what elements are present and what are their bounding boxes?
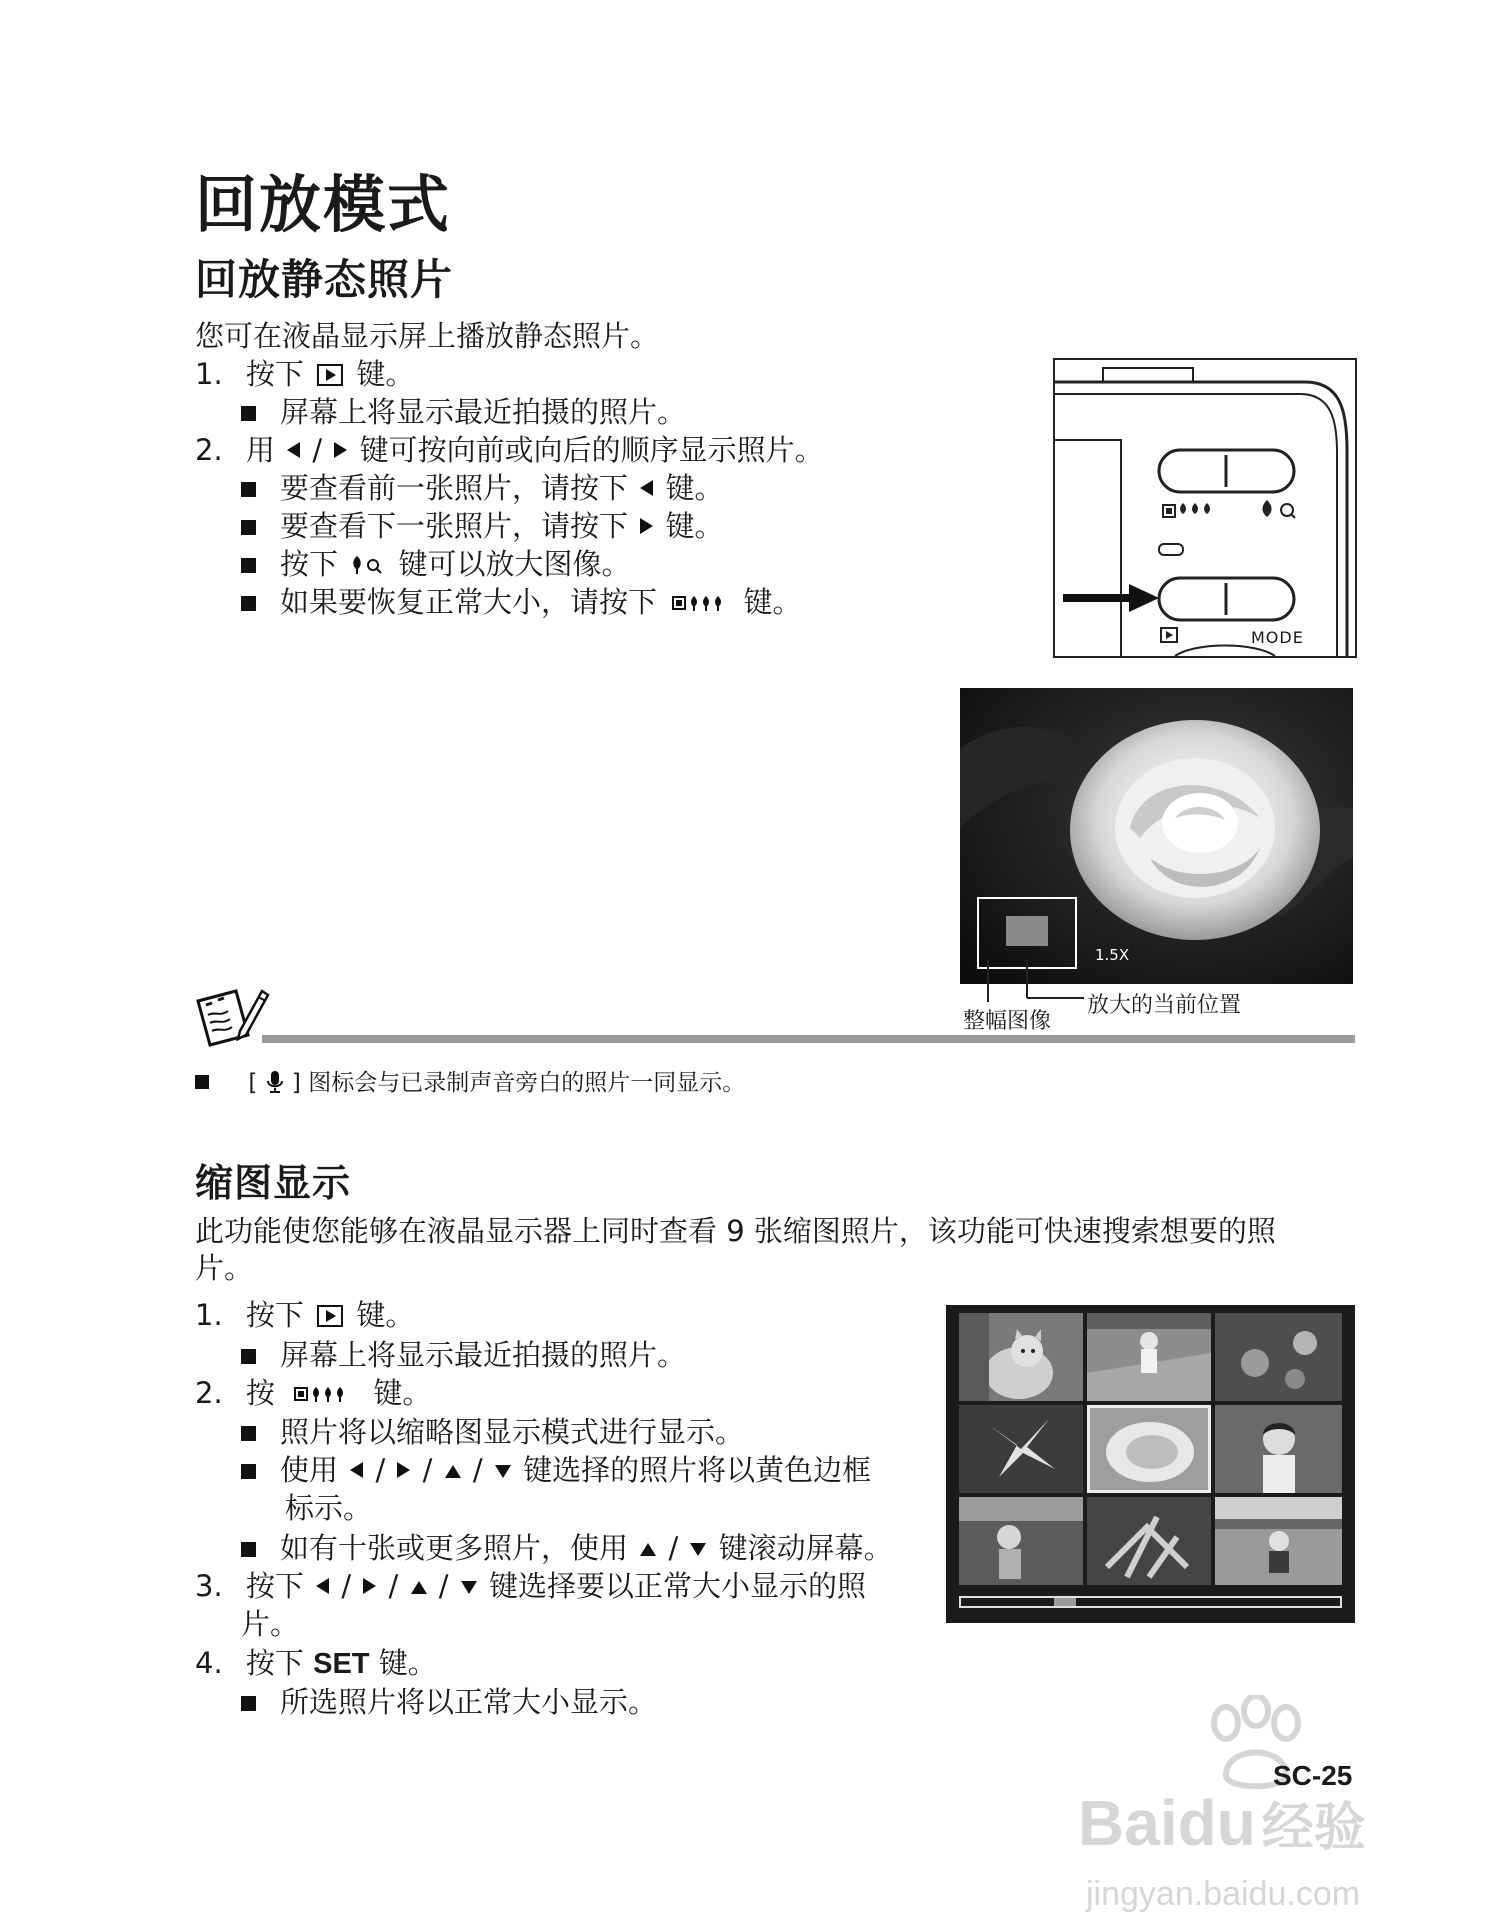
- step-number: 2.: [195, 433, 223, 467]
- left-arrow-icon: [316, 1578, 329, 1594]
- s2-step2-bullet3: 如有十张或更多照片，使用 / 键滚动屏幕。: [241, 1530, 893, 1567]
- bullet-text: 如有十张或更多照片，使用: [280, 1531, 629, 1565]
- note-text: [: [248, 1070, 258, 1096]
- bullet-text: 键。: [743, 585, 802, 619]
- step-text: 按下: [245, 1298, 304, 1332]
- zoom-level-label: 1.5X: [1095, 946, 1130, 964]
- thumbnail-selected-food: [1087, 1405, 1211, 1493]
- step-text: 键选择要以正常大小显示的照: [489, 1569, 867, 1603]
- right-arrow-icon: [334, 442, 347, 458]
- bullet-next: [241, 508, 723, 545]
- bullet-text: 键。: [665, 509, 724, 543]
- thumbnail-scrollbar[interactable]: [959, 1596, 1342, 1608]
- s2-step2-bullet2: 使用 / / / 键选择的照片将以黄色边框: [241, 1452, 871, 1489]
- bullet-square-icon: [241, 1426, 256, 1441]
- right-arrow-icon: [363, 1578, 376, 1594]
- step1-line: [195, 356, 414, 393]
- s2-step3-line: 3. 按下 / / / 键选择要以正常大小显示的照: [195, 1569, 867, 1603]
- s2-step1-bullet: [241, 1337, 686, 1374]
- s2-step2-bullet1: [241, 1414, 744, 1451]
- bullet-text: 所选照片将以正常大小显示。: [280, 1685, 658, 1719]
- bullet-square-icon: [241, 1464, 256, 1479]
- bullet-text: 如果要恢复正常大小，请按下: [280, 585, 658, 619]
- s2-step2-bullet2-cont: 标示。: [285, 1491, 373, 1525]
- bullet-square-icon: [241, 520, 256, 535]
- bullet-text: 使用: [280, 1453, 339, 1487]
- step-text: 按: [245, 1376, 275, 1410]
- step-text: 按下: [245, 357, 304, 391]
- section2-intro-line1: 此功能使您能够在液晶显示器上同时查看 9 张缩图照片，该功能可快速搜索想要的照: [195, 1214, 1276, 1248]
- mode-label: MODE: [1251, 628, 1304, 647]
- bullet-text: 键滚动屏幕。: [718, 1531, 893, 1565]
- section-title-thumbnail: 缩图显示: [195, 1161, 352, 1205]
- step-text: 键。: [356, 1298, 415, 1332]
- up-arrow-icon: [411, 1581, 427, 1594]
- section1-intro: 您可在液晶显示屏上播放静态照片。: [195, 319, 660, 353]
- bullet-text: 按下: [280, 547, 339, 581]
- step-text: 键。: [356, 357, 415, 391]
- step-text: 用: [245, 433, 275, 467]
- microphone-icon: [265, 1070, 285, 1094]
- scrollbar-thumb[interactable]: [1054, 1598, 1076, 1606]
- zoomed-photo: [960, 688, 1353, 984]
- note-text: ] 图标会与已录制声音旁白的照片一同显示。: [291, 1070, 746, 1096]
- bullet-square-icon: [241, 1542, 256, 1557]
- bullet-text: 照片将以缩略图显示模式进行显示。: [280, 1415, 745, 1449]
- bullet-restore: [241, 584, 801, 621]
- bullet-square-icon: [241, 1696, 256, 1711]
- watermark-brand-du: du: [1177, 1787, 1256, 1859]
- step-text: 键可按向前或向后的顺序显示照片。: [359, 433, 824, 467]
- down-arrow-icon: [461, 1581, 477, 1594]
- caption-current-position: 放大的当前位置: [1087, 993, 1242, 1018]
- playback-icon: [317, 1305, 343, 1327]
- flower-image: [960, 688, 1353, 984]
- watermark-url: jingyan.baidu.com: [1086, 1875, 1361, 1913]
- bullet-text: 键。: [665, 471, 724, 505]
- watermark-brand: [1078, 1785, 1366, 1860]
- thumbnail-girl-park: [959, 1497, 1083, 1585]
- bullet-text: 屏幕上将显示最近拍摄的照片。: [280, 395, 687, 429]
- step-text: 按下: [245, 1569, 304, 1603]
- bullet-square-icon: [241, 406, 256, 421]
- bullet-square-icon: [241, 596, 256, 611]
- camera-button-diagram: [1053, 358, 1357, 658]
- right-arrow-icon: [640, 518, 653, 534]
- thumbnail-child-portrait: [1215, 1405, 1342, 1493]
- note-divider: [262, 1035, 1355, 1043]
- s2-step3-cont: 片。: [241, 1607, 300, 1641]
- page-number: SC-25: [1273, 1760, 1353, 1791]
- left-arrow-icon: [640, 480, 653, 496]
- s2-step4-line: [195, 1645, 437, 1683]
- bullet-zoom: [241, 546, 630, 583]
- step-number: 1.: [195, 1298, 223, 1332]
- thumbnail-child-street: [1087, 1313, 1211, 1401]
- bullet-square-icon: [241, 482, 256, 497]
- thumbnail-flowers: [1215, 1313, 1342, 1401]
- right-arrow-icon: [397, 1462, 410, 1478]
- step-number: 4.: [195, 1646, 223, 1680]
- bullet-prev: [241, 470, 723, 507]
- s2-step4-bullet: [241, 1684, 657, 1721]
- left-arrow-icon: [350, 1462, 363, 1478]
- thumbnail-lily: [959, 1405, 1083, 1493]
- step-text: 键。: [373, 1376, 432, 1410]
- down-arrow-icon: [690, 1543, 706, 1556]
- bullet-text: 要查看前一张照片，请按下: [280, 471, 629, 505]
- left-arrow-icon: [287, 442, 300, 458]
- step-text: 按下: [245, 1646, 304, 1680]
- watermark-brand-bai: Bai: [1078, 1787, 1178, 1859]
- zoom-in-icon: [351, 554, 385, 576]
- thumbnail-grid-screen: [946, 1305, 1355, 1623]
- step1-bullet: [241, 394, 686, 431]
- page-title: 回放模式: [195, 168, 452, 241]
- separator: /: [312, 433, 323, 467]
- step-number: 1.: [195, 357, 223, 391]
- notepad-pencil-icon: [192, 983, 270, 1053]
- thumbnail-zoom-out-icon: [294, 1385, 350, 1403]
- watermark-brand-jingyan: 经验: [1261, 1799, 1366, 1857]
- bullet-square-icon: [241, 558, 256, 573]
- bullet-text: 键可以放大图像。: [398, 547, 631, 581]
- set-key-label: SET: [313, 1648, 370, 1680]
- caption-whole-image: 整幅图像: [963, 1009, 1052, 1034]
- thumbnail-plant: [1087, 1497, 1211, 1585]
- section2-intro-line2: 片。: [195, 1251, 254, 1285]
- step-number: 2.: [195, 1376, 223, 1410]
- baidu-watermark: [1078, 1695, 1438, 1925]
- bullet-text: 键选择的照片将以黄色边框: [523, 1453, 872, 1487]
- step-number: 3.: [195, 1569, 223, 1603]
- up-arrow-icon: [445, 1465, 461, 1478]
- step2-line: [195, 432, 824, 469]
- bullet-text: 屏幕上将显示最近拍摄的照片。: [280, 1338, 687, 1372]
- section-title-playback: 回放静态照片: [195, 255, 454, 304]
- bullet-square-icon: [195, 1075, 209, 1089]
- s2-step1-line: [195, 1297, 414, 1334]
- down-arrow-icon: [495, 1465, 511, 1478]
- playback-icon: [317, 364, 343, 386]
- up-arrow-icon: [640, 1543, 656, 1556]
- step-text: 键。: [378, 1646, 437, 1680]
- camera-body-illustration: [1055, 360, 1355, 656]
- s2-step2-line: [195, 1375, 431, 1412]
- thumbnail-swing: [1215, 1497, 1342, 1585]
- thumbnail-cat: [959, 1313, 1083, 1401]
- bullet-square-icon: [241, 1349, 256, 1364]
- note-line: [195, 1064, 745, 1097]
- bullet-text: 要查看下一张照片，请按下: [280, 509, 629, 543]
- thumbnail-zoom-out-icon: [672, 594, 728, 612]
